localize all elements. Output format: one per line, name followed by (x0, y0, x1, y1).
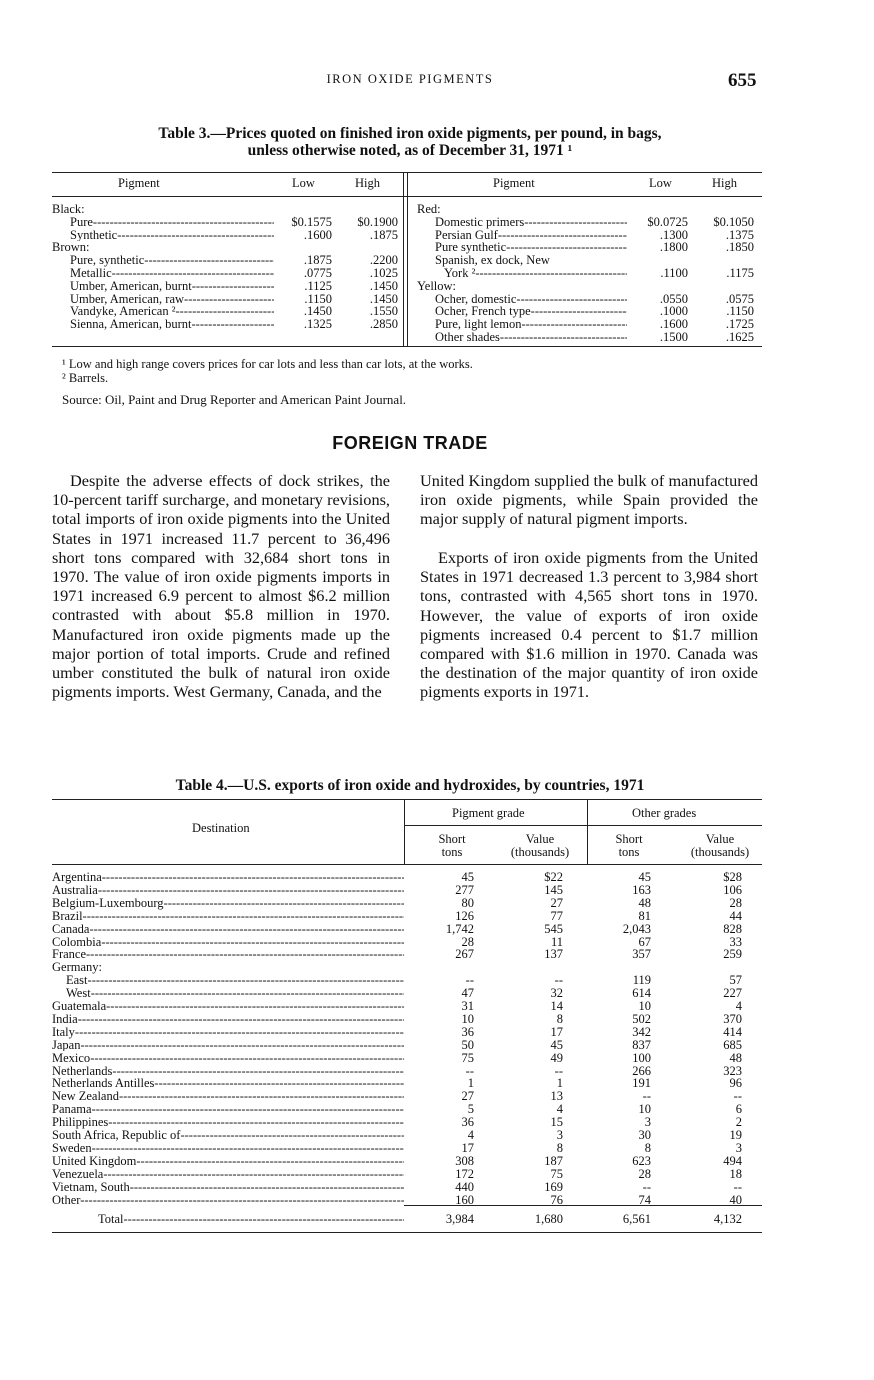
table4-cell-ps: 267 (455, 947, 474, 962)
destination-label: East ----- (66, 974, 404, 987)
table4-cell-pv: 49 (550, 1050, 563, 1065)
table4-cell-os: 30 (638, 1128, 651, 1142)
table4-total-ov: 4,132 (713, 1212, 742, 1226)
table3-col-high-right: High (712, 176, 737, 190)
table4-col-destination: Destination (192, 821, 250, 835)
table4-cell-os: 81 (638, 908, 651, 923)
pigment-label: Umber, American, burnt ----- (70, 280, 274, 293)
price-high: .1450 (369, 291, 398, 306)
table4-cell-ps: 50 (461, 1037, 474, 1052)
destination-label: Belgium-Luxembourg ----- (52, 897, 404, 910)
pigment-label: Ocher, domestic ----- (435, 293, 627, 306)
table4-cell-os: -- (642, 1089, 651, 1104)
table4-cell-pv: 76 (550, 1192, 563, 1207)
table4-cell-pv: 4 (556, 1102, 563, 1117)
table4-cell-os: 10 (638, 1102, 651, 1117)
price-low: .1500 (659, 330, 688, 344)
table4-cell-pv: 8 (556, 1011, 563, 1026)
table4-cell-ps: -- (465, 973, 474, 988)
table4-cell-ov: 44 (729, 908, 742, 923)
table4-cell-ov: 96 (729, 1076, 742, 1091)
destination-label: Sweden ----- (52, 1142, 404, 1155)
pigment-label: Black: (52, 202, 85, 216)
table4-group-other: Other grades (632, 806, 697, 820)
table4-cell-ps: 17 (461, 1140, 474, 1155)
table4-cell-pv: 187 (544, 1153, 563, 1168)
destination-label: India ----- (52, 1013, 404, 1026)
total-label: Total ----- (98, 1213, 404, 1226)
table4-cell-os: 10 (638, 999, 651, 1013)
destination-label: Germany: (52, 960, 102, 975)
destination-label: Panama ----- (52, 1103, 404, 1116)
table4-cell-ps: 45 (461, 870, 474, 884)
table4-cell-ov: $28 (723, 870, 742, 884)
destination-label: Guatemala ----- (52, 1000, 404, 1013)
table3-bottom-rule (52, 346, 762, 347)
destination-label: Netherlands ----- (52, 1065, 404, 1078)
section-title: FOREIGN TRADE (332, 433, 488, 453)
pigment-label: Other shades ----- (435, 331, 627, 344)
table4-cell-ps: 47 (461, 986, 474, 1001)
table4-cell-ps: -- (465, 1063, 474, 1078)
table4-cell-pv: 137 (544, 947, 563, 962)
price-low: .1600 (303, 227, 332, 242)
table4-cell-os: 119 (632, 973, 651, 988)
table4-cell-ps: 27 (461, 1089, 474, 1104)
price-low: $0.1575 (291, 214, 332, 229)
price-low: $0.0725 (647, 214, 688, 229)
table4-cell-os: 28 (638, 1166, 651, 1181)
price-high: .1150 (726, 304, 754, 319)
destination-label: France ----- (52, 948, 404, 961)
pigment-label: Sienna, American, burnt ----- (70, 318, 274, 331)
price-low: .1000 (659, 304, 688, 319)
pigment-label: Pure, synthetic ----- (70, 254, 274, 267)
price-high: .1850 (725, 240, 754, 255)
table4-cell-os: 2,043 (622, 921, 651, 936)
destination-label: Argentina ----- (52, 871, 404, 884)
table3-col-high-left: High (355, 176, 380, 190)
table3-source: Source: Oil, Paint and Drug Reporter and American Paint Journal. (62, 392, 407, 407)
table4-cell-ov: 259 (723, 947, 742, 962)
table4-cell-ps: 4 (467, 1128, 474, 1142)
table4-cell-ov: -- (733, 1179, 742, 1194)
table3-caption-line1: Table 3.—Prices quoted on finished iron oxide pigments, per pound, in bags, (158, 125, 662, 142)
table4-cell-os: 48 (638, 895, 651, 910)
destination-label: Brazil ----- (52, 910, 404, 923)
table4-cell-pv: 3 (556, 1128, 563, 1142)
pigment-label: Domestic primers ----- (435, 216, 627, 229)
table4-cell-ov: 2 (735, 1115, 742, 1130)
table4-col-value2b: (thousands) (690, 845, 750, 859)
table4-group-pigment: Pigment grade (452, 806, 525, 820)
price-low: .1300 (659, 227, 688, 242)
table4-cell-os: 502 (632, 1011, 651, 1026)
table4-cell-pv: -- (554, 973, 563, 988)
destination-label: Other ----- (52, 1194, 404, 1207)
table4-cell-pv: 145 (544, 882, 563, 897)
pigment-label: Red: (417, 202, 441, 216)
table4-cell-pv: 27 (550, 895, 563, 910)
price-high: .1450 (369, 278, 398, 293)
table4-cell-ov: 28 (729, 895, 742, 910)
table4-cell-pv: 75 (550, 1166, 563, 1181)
table4-total-os: 6,561 (622, 1212, 651, 1226)
pigment-label: Pure synthetic ----- (435, 241, 627, 254)
body-column-right-p1: United Kingdom supplied the bulk of manufactured iron oxide pigments, while Spain provided the major supply of natural pigment imports. (420, 471, 758, 529)
destination-label: Colombia ----- (52, 936, 404, 949)
table4-cell-os: -- (642, 1179, 651, 1194)
table4-cell-pv: 545 (544, 921, 563, 936)
table4-cell-os: 67 (638, 934, 651, 949)
destination-label: South Africa, Republic of ----- (52, 1129, 404, 1142)
table4-cell-pv: 13 (550, 1089, 563, 1104)
pigment-label: York ² ----- (444, 267, 627, 280)
table4-cell-os: 342 (632, 1024, 651, 1039)
destination-label: United Kingdom ----- (52, 1155, 404, 1168)
table4-cell-ov: 33 (729, 934, 742, 949)
pigment-label: Brown: (52, 240, 90, 255)
price-low: .1325 (303, 317, 332, 332)
table3-col-low-right: Low (649, 176, 672, 190)
table4-cell-ov: 4 (735, 999, 742, 1013)
body-column-left: Despite the adverse effects of dock strikes, the 10-percent tariff surcharge, and monetary revisions, total imports of iron oxide pigments into the United States in 1971 increased 11.7 percent to 36,496 short tons compared with 32,684 short tons in 1970. The value of iron oxide pigments imports in 1971 increased 6.9 percent to almost $6.2 million contrasted with about $5.8 million in 1970. Manufactured iron oxide pigments made up the major portion of total imports. Crude and refined umber constituted the bulk of natural iron oxide pigments imports. West Germany, Canada, and the (52, 471, 390, 702)
table4-cell-ov: 227 (723, 986, 742, 1001)
price-high: .2200 (369, 253, 398, 268)
table4-cell-pv: 32 (550, 986, 563, 1001)
table4-cell-ps: 308 (455, 1153, 474, 1168)
table4-cell-pv: 15 (550, 1115, 563, 1130)
table4-cell-ov: 106 (723, 882, 742, 897)
price-high: .1025 (369, 266, 398, 280)
table4-cell-pv: 77 (550, 908, 563, 923)
table4-total-pv: 1,680 (534, 1212, 563, 1226)
destination-label: Venezuela ----- (52, 1168, 404, 1181)
table4-cell-pv: 169 (544, 1179, 563, 1194)
destination-label: Netherlands Antilles ----- (52, 1077, 404, 1090)
table4-cell-ov: 828 (723, 921, 742, 936)
table4-col-value2: Value (705, 832, 735, 846)
table4-cell-os: 623 (632, 1153, 651, 1168)
table4-cell-pv: $22 (544, 870, 563, 884)
table3 (52, 172, 762, 348)
table4-col-value1: Value (525, 832, 555, 846)
price-high: .1625 (725, 330, 754, 344)
table3-divider (403, 172, 408, 346)
table4-cell-ps: 75 (461, 1050, 474, 1065)
table4-cell-pv: -- (554, 1063, 563, 1078)
price-low: .1800 (659, 240, 688, 255)
running-header-title: IRON OXIDE PIGMENTS (326, 72, 494, 86)
table4-cell-pv: 1 (556, 1076, 563, 1091)
price-high: .2850 (369, 317, 398, 332)
body-column-right-p2: Exports of iron oxide pigments from the United States in 1971 decreased 1.3 percent to 3,984 short tons, contrasted with 4,565 short tons in 1970. However, the value of exports of iron oxide pigments increased 0.4 percent to $1.7 million compared with $1.6 million in 1970. Canada was the destination of the major quantity of iron oxide pigments exports in 1971. (420, 548, 758, 702)
table4-cell-ov: 6 (735, 1102, 742, 1117)
destination-label: Philippines ----- (52, 1116, 404, 1129)
pigment-label: Pure, light lemon ----- (435, 318, 627, 331)
pigment-label: Spanish, ex dock, New (435, 253, 550, 268)
destination-label: Japan ----- (52, 1039, 404, 1052)
price-low: .1125 (304, 278, 332, 293)
table4-cell-os: 163 (632, 882, 651, 897)
table4-cell-ov: 3 (735, 1140, 742, 1155)
price-high: .1375 (725, 227, 754, 242)
table4-col-value1b: (thousands) (510, 845, 570, 859)
pigment-label: Persian Gulf ----- (435, 229, 627, 242)
price-high: .0575 (725, 291, 754, 306)
destination-label: Canada ----- (52, 923, 404, 936)
pigment-label: Ocher, French type ----- (435, 305, 627, 318)
table4-col-short2: Short (615, 832, 643, 846)
table4-total-rule (404, 1205, 762, 1206)
table4-cell-ps: 31 (461, 999, 474, 1013)
destination-label: New Zealand ----- (52, 1090, 404, 1103)
pigment-label: Umber, American, raw ----- (70, 293, 274, 306)
table4-cell-ps: 1,742 (445, 921, 474, 936)
table4-col-short1: Short (438, 832, 466, 846)
table4-caption: Table 4.—U.S. exports of iron oxide and hydroxides, by countries, 1971 (175, 777, 645, 794)
price-low: .0775 (303, 266, 332, 280)
pigment-label: Yellow: (417, 278, 457, 293)
table4-cell-os: 837 (632, 1037, 651, 1052)
table4-cell-ov: -- (733, 1089, 742, 1104)
pigment-label: Metallic ----- (70, 267, 274, 280)
table4-cell-os: 45 (638, 870, 651, 884)
table4-top-rule (52, 799, 762, 800)
price-low: .1100 (660, 266, 688, 280)
table4-cell-ov: 48 (729, 1050, 742, 1065)
table3-col-pigment-right: Pigment (493, 176, 535, 190)
table4-cell-pv: 45 (550, 1037, 563, 1052)
table4-cell-ps: 160 (455, 1192, 474, 1207)
table4-cell-ps: 1 (467, 1076, 474, 1091)
table4-cell-os: 357 (632, 947, 651, 962)
table3-footnote-1: ¹ Low and high range covers prices for car lots and less than car lots, at the works. (62, 357, 473, 371)
table4 (52, 799, 762, 1237)
price-high: .1175 (726, 266, 754, 280)
table4-cell-os: 74 (638, 1192, 651, 1207)
table4-cell-ps: 28 (461, 934, 474, 949)
page-number: 655 (728, 70, 757, 91)
table4-cell-ov: 57 (729, 973, 742, 988)
table4-cell-pv: 17 (550, 1024, 563, 1039)
destination-label: Mexico ----- (52, 1052, 404, 1065)
table4-cell-ov: 370 (723, 1011, 742, 1026)
table4-cell-os: 614 (632, 986, 651, 1001)
table4-cell-ov: 40 (729, 1192, 742, 1207)
pigment-label: Pure ----- (70, 216, 274, 229)
destination-label: Vietnam, South ----- (52, 1181, 404, 1194)
table4-cell-os: 191 (632, 1076, 651, 1091)
table4-cell-os: 3 (644, 1115, 651, 1130)
table3-col-low-left: Low (292, 176, 315, 190)
table4-group-rule (404, 825, 762, 826)
table4-cell-pv: 14 (550, 999, 563, 1013)
table4-header-divider2 (587, 799, 588, 864)
pigment-label: Synthetic ----- (70, 229, 274, 242)
table4-cell-ps: 36 (461, 1024, 474, 1039)
table4-cell-ps: 10 (461, 1011, 474, 1026)
table4-header-divider1 (404, 799, 405, 864)
table4-cell-pv: 11 (550, 934, 563, 949)
table4-cell-os: 8 (644, 1140, 651, 1155)
price-high: .1550 (369, 304, 398, 319)
table3-footnote-2: ² Barrels. (62, 371, 109, 385)
table4-cell-ov: 323 (723, 1063, 742, 1078)
table4-bottom-rule (52, 1232, 762, 1233)
destination-label: West ----- (66, 987, 404, 1000)
table4-cell-ps: 5 (467, 1102, 474, 1117)
table4-total-ps: 3,984 (445, 1212, 474, 1226)
table3-caption-line2: unless otherwise noted, as of December 31, 1971 ¹ (247, 142, 573, 159)
price-high: .1725 (725, 317, 754, 332)
price-low: .1600 (659, 317, 688, 332)
price-low: .1450 (303, 304, 332, 319)
table4-cell-ov: 494 (723, 1153, 742, 1168)
pigment-label: Vandyke, American ² ----- (70, 305, 274, 318)
price-high: $0.1900 (357, 214, 398, 229)
table4-cell-ps: 126 (455, 908, 474, 923)
destination-label: Italy ----- (52, 1026, 404, 1039)
table4-cell-ps: 36 (461, 1115, 474, 1130)
table4-header-rule (52, 864, 762, 865)
price-high: .1875 (369, 227, 398, 242)
table4-cell-ov: 685 (723, 1037, 742, 1052)
price-low: .1875 (303, 253, 332, 268)
destination-label: Australia ----- (52, 884, 404, 897)
table4-cell-ps: 440 (455, 1179, 474, 1194)
table4-cell-ov: 414 (723, 1024, 742, 1039)
table4-cell-os: 266 (632, 1063, 651, 1078)
table4-cell-ov: 18 (729, 1166, 742, 1181)
table4-col-short2b: tons (618, 845, 640, 859)
table4-cell-os: 100 (632, 1050, 651, 1065)
table4-cell-pv: 8 (556, 1140, 563, 1155)
table4-cell-ov: 19 (729, 1128, 742, 1142)
price-low: .0550 (659, 291, 688, 306)
table4-cell-ps: 80 (461, 895, 474, 910)
table4-col-short1b: tons (441, 845, 463, 859)
table4-cell-ps: 172 (455, 1166, 474, 1181)
price-low: .1150 (304, 291, 332, 306)
table3-col-pigment-left: Pigment (118, 176, 160, 190)
price-high: $0.1050 (713, 214, 754, 229)
table4-cell-ps: 277 (455, 882, 474, 897)
